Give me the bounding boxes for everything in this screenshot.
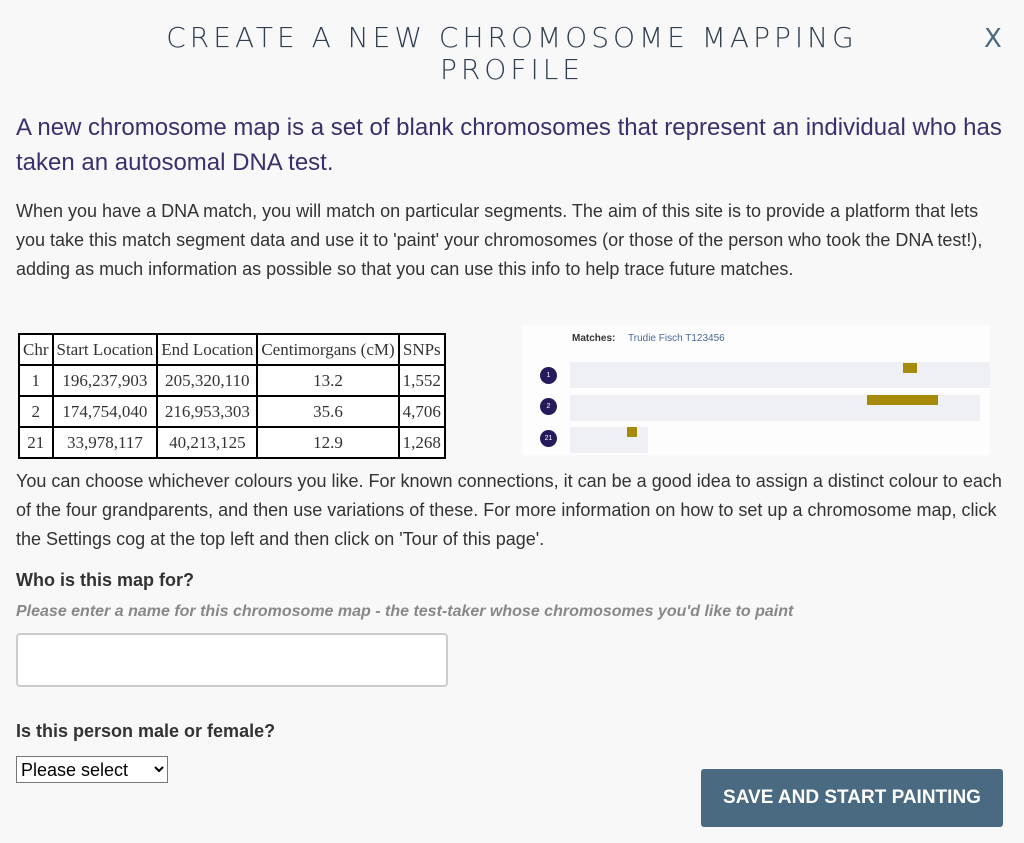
table-cell: 216,953,303 [157,396,257,427]
table-cell: 174,754,040 [53,396,158,427]
dialog-title: CREATE A NEW CHROMOSOME MAPPING PROFILE [166,21,858,86]
table-cell: 196,237,903 [53,365,158,396]
match-name: Trudie Fisch T123456 [628,333,725,344]
table-row [19,365,445,396]
sex-select[interactable] [16,756,168,783]
match-segment [627,427,637,437]
sex-label: Is this person male or female? [16,721,276,741]
matches-label: Matches: [572,333,616,344]
table-row [19,396,445,427]
table-header: Chr [19,334,53,365]
match-segment [867,395,938,405]
map-name-input[interactable] [16,633,448,687]
description-text: When you have a DNA match, you will match on particular segments. The aim of this site is to provide a platform that lets you take this match segment data and use it to 'paint' your chromosomes (or those of the person who took the DNA test!), adding as much information as possible so that you can use this info to help trace future matches. [16,201,983,279]
chromosome-track [570,362,990,388]
table-cell: 1,268 [399,427,445,458]
name-hint: Please enter a name for this chromosome map - the test-taker whose chromosomes you'd like to paint [16,603,794,620]
intro-text: A new chromosome map is a set of blank chromosomes that represent an individual who has taken an autosomal DNA test. [16,114,1002,176]
chromosome-badge: 2 [540,398,557,415]
table-cell: 2 [19,396,53,427]
table-row [19,427,445,458]
table-cell: 13.2 [257,365,398,396]
save-and-start-painting-button[interactable]: SAVE AND START PAINTING [701,769,1003,827]
table-header: End Location [157,334,257,365]
table-cell: 1,552 [399,365,445,396]
chromosome-badge: 1 [540,367,557,384]
table-header: SNPs [399,334,445,365]
table-cell: 1 [19,365,53,396]
table-cell: 4,706 [399,396,445,427]
table-cell: 35.6 [257,396,398,427]
table-cell: 33,978,117 [53,427,158,458]
table-cell: 21 [19,427,53,458]
table-cell: 12.9 [257,427,398,458]
table-cell: 40,213,125 [157,427,257,458]
table-cell: 205,320,110 [157,365,257,396]
name-label: Who is this map for? [16,570,194,590]
chromosome-badge: 21 [540,430,557,447]
match-segment [903,363,917,373]
example-segment-table [18,333,446,459]
table-header: Centimorgans (cM) [257,334,398,365]
example-chromosome-image [522,325,990,455]
colour-guidance-text: You can choose whichever colours you like. For known connections, it can be a good idea to assign a distinct colour to each of the four grandparents, and then use variations of these. For more information on how to set up a chromosome map, click the Settings cog at the top left and then click on 'Tour of this page'. [16,471,1002,549]
close-button[interactable]: X [984,24,1002,54]
table-header: Start Location [53,334,158,365]
table-header-row [19,334,445,365]
